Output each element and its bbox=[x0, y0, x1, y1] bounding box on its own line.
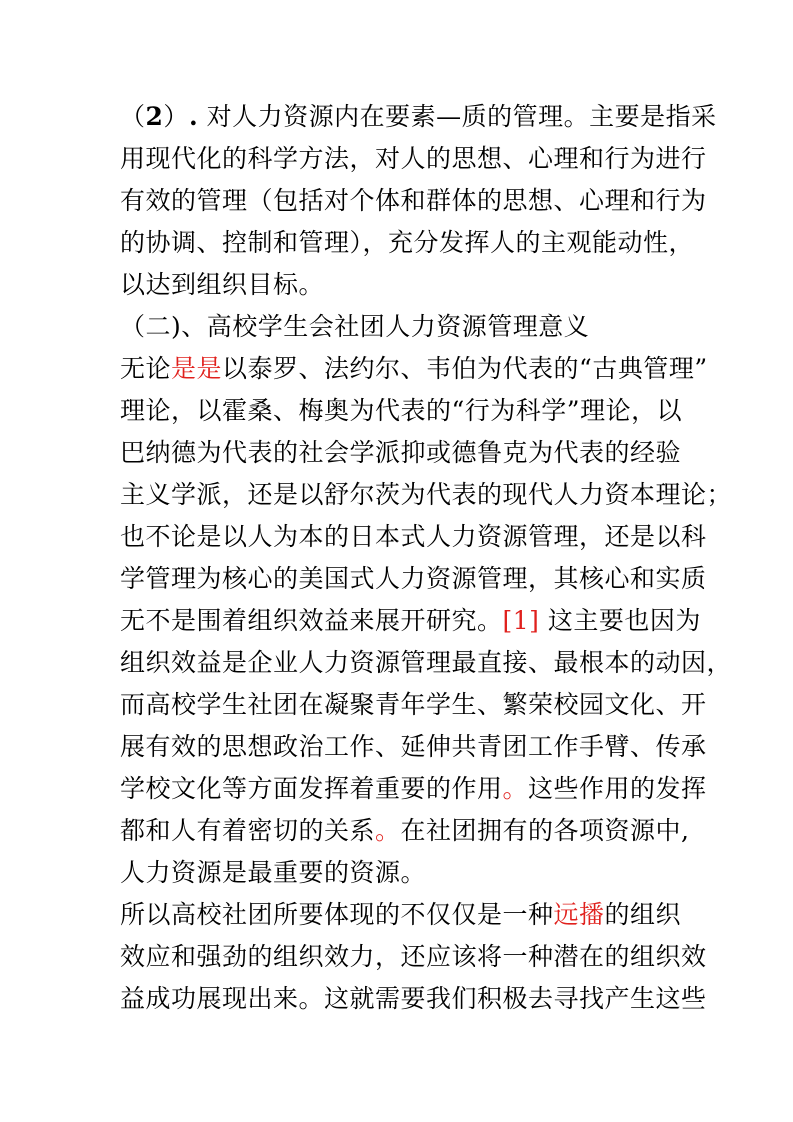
p2-line-7-start: 无不是围着组织效益来展开研究。 bbox=[120, 606, 503, 635]
p1-line-4: 的协调、控制和管理），充分发挥人的主观能动性， bbox=[120, 228, 695, 257]
p1-open-paren: （ bbox=[120, 102, 146, 131]
p2-line-12 bbox=[120, 816, 689, 846]
p2-line-11 bbox=[120, 774, 707, 804]
p1-close-paren: ） bbox=[163, 102, 189, 131]
p1-line-1 bbox=[120, 102, 717, 132]
p2-line-7-rest: 这主要也因为 bbox=[539, 606, 701, 635]
p2-line-4: 主义学派，还是以舒尔茨为代表的现代人力资本理论； bbox=[120, 480, 733, 509]
p2-line-13: 人力资源是最重要的资源。 bbox=[120, 858, 427, 887]
section-heading: （二)、高校学生会社团人力资源管理意义 bbox=[120, 312, 590, 341]
p1-line-2: 用现代化的科学方法，对人的思想、心理和行为进行 bbox=[120, 144, 707, 173]
p1-number: 2 bbox=[145, 102, 164, 131]
p2-line-6: 学管理为核心的美国式人力资源管理，其核心和实质 bbox=[120, 564, 707, 593]
p2-line-1-rest: 以泰罗、法约尔、韦伯为代表的“古典管理” bbox=[222, 354, 708, 383]
p2-line-8: 组织效益是企业人力资源管理最直接、最根本的动因， bbox=[120, 648, 733, 677]
p3-line-1 bbox=[120, 900, 681, 930]
p3-line-1-start: 所以高校社团所要体现的不仅仅是一种 bbox=[120, 900, 554, 929]
p1-line-1-text: 对人力资源内在要素—质的管理。主要是指采 bbox=[198, 102, 717, 131]
p2-line-12-start: 都和人有着密切的关系 bbox=[120, 816, 376, 845]
p2-line-2: 理论，以霍桑、梅奥为代表的“行为科学”理论，以 bbox=[120, 396, 683, 425]
p3-line-1-rest: 的组织 bbox=[604, 900, 682, 929]
p2-line-5: 也不论是以人为本的日本式人力资源管理，还是以科 bbox=[120, 522, 707, 551]
p2-line-11-start: 学校文化等方面发挥着重要的作用 bbox=[120, 774, 503, 803]
p2-line-7 bbox=[120, 606, 701, 636]
p2-line-1-start: 无论 bbox=[120, 354, 172, 383]
p1-line-3: 有效的管理（包括对个体和群体的思想、心理和行为 bbox=[120, 186, 707, 215]
highlighted-period: 。 bbox=[375, 816, 401, 845]
citation-reference[interactable]: [1] bbox=[502, 606, 540, 635]
p2-line-11-rest: 这些作用的发挥 bbox=[528, 774, 707, 803]
p1-line-5: 以达到组织目标。 bbox=[120, 270, 325, 299]
p2-line-3: 巴纳德为代表的社会学派抑或德鲁克为代表的经验 bbox=[120, 438, 682, 467]
p2-line-9: 而高校学生社团在凝聚青年学生、繁荣校园文化、开 bbox=[120, 690, 707, 719]
p3-line-3: 益成功展现出来。这就需要我们积极去寻找产生这些 bbox=[120, 984, 707, 1013]
highlighted-duplicate-word: 是是 bbox=[171, 354, 223, 383]
p2-line-1 bbox=[120, 354, 708, 384]
highlighted-period: 。 bbox=[502, 774, 529, 803]
highlighted-word: 远播 bbox=[553, 900, 605, 929]
p2-line-12-rest: 在社团拥有的各项资源中, bbox=[400, 816, 690, 845]
p2-line-10: 展有效的思想政治工作、延伸共青团工作手臂、传承 bbox=[120, 732, 707, 761]
p3-line-2: 效应和强劲的组织效力，还应该将一种潜在的组织效 bbox=[120, 942, 707, 971]
p1-dot: . bbox=[188, 102, 199, 131]
